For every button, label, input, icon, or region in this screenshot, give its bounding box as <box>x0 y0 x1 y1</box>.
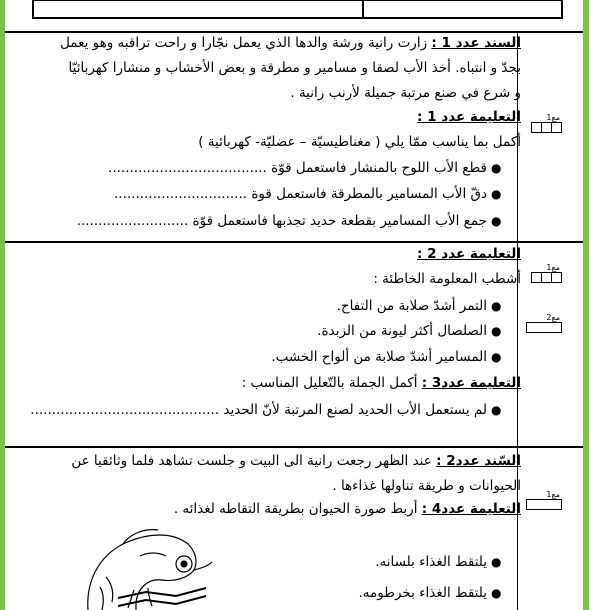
sanad2-line1: عند الظهر رجعت رانية الى البيت و جلست تشاهد فلما وثائقيا عن <box>71 453 432 469</box>
bullet-icon: ● <box>491 187 502 201</box>
sanad1-line2: بجدّ و انتباه. أخذ الأب لصقا و مسامير و مطرقة و بعض الأخشاب و منشارا كهربائيّا <box>68 60 521 76</box>
mark-box-task1 <box>522 113 562 136</box>
bullet-icon: ● <box>491 161 502 175</box>
top-strip-divider <box>32 0 34 18</box>
task4-heading <box>174 500 521 518</box>
task1-item: دقّ الأب المسامير بالمطرقة فاستعمل قوة ............................... <box>114 186 487 202</box>
task3-heading <box>242 374 521 392</box>
bullet-icon: ● <box>491 324 502 338</box>
section-divider <box>5 446 583 448</box>
sanad1-paragraph <box>60 34 521 52</box>
task2-item: التمر أشدّ صلابة من التفاح. <box>336 298 487 314</box>
mark-cell[interactable] <box>551 272 562 283</box>
mark-box-task3 <box>522 313 562 336</box>
bullet-icon: ● <box>491 214 502 228</box>
mark-cell[interactable] <box>551 122 562 133</box>
task3-item: لم يستعمل الأب الحديد لصنع المرتبة لأنّ الحديد ............................................ <box>30 402 487 418</box>
left-green-border <box>0 0 5 610</box>
mark-box-task4 <box>522 490 562 513</box>
task2-title: التعليمة عدد 2 : <box>417 246 521 262</box>
sanad1-line3: و شرع في صنع مرتبة جميلة لأرنب رانية . <box>290 85 521 101</box>
task1-instruction: أكمل بما يناسب ممّا يلي ( مغناطيسيّة – عضليّة- كهربائية ) <box>198 134 521 150</box>
bullet-icon: ● <box>491 299 502 313</box>
task4-instruction: أربط صورة الحيوان بطريقة التقاطه لغذائه . <box>173 501 418 517</box>
sanad2-title: السّند عدد2 : <box>436 453 521 469</box>
mark-box-task2 <box>522 263 562 286</box>
task4-item[interactable]: يلتقط الغذاء بلسانه. <box>375 554 487 570</box>
task1-item: جمع الأب المسامير بقطعة حديد تجذبها فاستعمل قوّة .......................... <box>76 213 487 229</box>
task3-title: التعليمة عدد3 : <box>421 375 521 391</box>
bullet-icon: ● <box>491 403 502 417</box>
top-strip-edge <box>32 0 562 1</box>
mark-label: مع1 <box>546 490 560 499</box>
section-divider <box>5 31 583 33</box>
mark-label: مع1 <box>546 263 560 272</box>
bullet-icon: ● <box>491 350 502 364</box>
sanad1-line1: زارت رانية ورشة والدها الذي يعمل نجّارا و راحت تراقبه وهو يعمل <box>60 35 428 51</box>
top-strip-divider <box>561 0 563 18</box>
chameleon-icon[interactable] <box>78 522 218 610</box>
bullet-icon: ● <box>491 586 502 600</box>
sanad2-paragraph <box>71 452 521 470</box>
mark-label: مع2 <box>546 313 560 322</box>
task1-title: التعليمة عدد 1 : <box>417 109 521 125</box>
mark-cell[interactable] <box>526 322 562 333</box>
sanad1-title: السند عدد 1 : <box>431 35 521 51</box>
sanad2-line2: الحيوانات و طريقة تناولها غذاءها . <box>332 478 521 494</box>
task2-item: الصلصال أكثر ليونة من الزبدة. <box>317 323 487 339</box>
task4-item[interactable]: يلتقط الغذاء بخرطومه. <box>358 585 487 601</box>
bullet-icon: ● <box>491 555 502 569</box>
top-strip-bottom <box>32 17 563 19</box>
mark-cell[interactable] <box>526 499 562 510</box>
right-green-border <box>583 0 589 610</box>
task3-instruction: أكمل الجملة بالتّعليل المناسب : <box>241 375 418 391</box>
section-divider <box>5 241 583 243</box>
top-strip-divider <box>362 0 364 18</box>
task2-item: المسامير أشدّ صلابة من ألواح الخشب. <box>271 349 487 365</box>
task2-instruction: أشطب المعلومة الخاطئة : <box>373 271 521 287</box>
task1-item: قطع الأب اللوح بالمنشار فاستعمل قوّة ..................................... <box>108 160 487 176</box>
mark-label: مع1 <box>546 113 560 122</box>
task4-title: التعليمة عدد4 : <box>421 501 521 517</box>
